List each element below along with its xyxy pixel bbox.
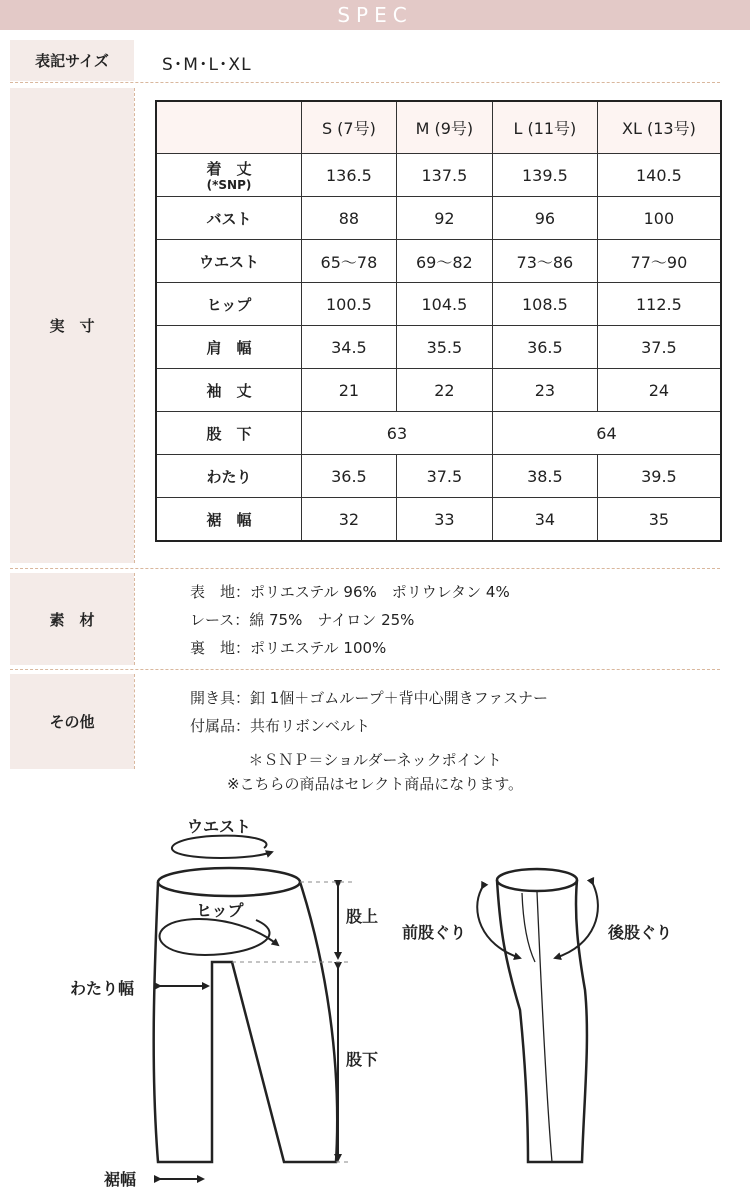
cell: 139.5 — [492, 154, 597, 197]
cell: 65〜78 — [302, 240, 397, 283]
row-label: わたり — [156, 455, 302, 498]
size-label: 表記サイズ — [10, 40, 134, 81]
front-rise-label: 前股ぐり — [402, 923, 467, 942]
other-line: 開き具：釦 1個＋ゴムループ＋背中心開きファスナー — [190, 689, 548, 707]
cell: 112.5 — [597, 283, 721, 326]
row-label: 袖 丈 — [156, 369, 302, 412]
size-value: S･M･L･XL — [162, 55, 252, 75]
hip-arrow — [160, 919, 278, 955]
rise-label: 股上 — [346, 907, 379, 926]
row-label: 肩 幅 — [156, 326, 302, 369]
cell: 64 — [492, 412, 721, 455]
waist-label: ウエスト — [187, 817, 252, 836]
cell: 22 — [396, 369, 492, 412]
pants-outline — [154, 882, 338, 1162]
row-label: 股 下 — [156, 412, 302, 455]
cell: 35.5 — [396, 326, 492, 369]
material-line: 表 地：ポリエステル 96% ポリウレタン 4% — [190, 583, 510, 601]
cell: 77〜90 — [597, 240, 721, 283]
cell: 34.5 — [302, 326, 397, 369]
row-label: バスト — [156, 197, 302, 240]
cell: 36.5 — [302, 455, 397, 498]
cell: 21 — [302, 369, 397, 412]
cell: 100.5 — [302, 283, 397, 326]
cell: 23 — [492, 369, 597, 412]
row-label: ヒップ — [156, 283, 302, 326]
cell: 36.5 — [492, 326, 597, 369]
fly-line — [522, 893, 535, 962]
cell: 137.5 — [396, 154, 492, 197]
measure-label: 実 寸 — [10, 88, 134, 563]
row-label: ウエスト — [156, 240, 302, 283]
row-label-sub: (*SNP) — [206, 178, 252, 192]
cell: 100 — [597, 197, 721, 240]
other-label: その他 — [10, 674, 134, 769]
col-header: L (11号) — [492, 101, 597, 154]
waistband — [158, 868, 300, 896]
cell: 96 — [492, 197, 597, 240]
hem-label: 裾幅 — [104, 1170, 137, 1189]
cell: 136.5 — [302, 154, 397, 197]
material-line: 裏 地：ポリエステル 100% — [190, 639, 387, 657]
cell: 24 — [597, 369, 721, 412]
other-line: 付属品：共布リボンベルト — [190, 717, 371, 735]
col-header: XL (13号) — [597, 101, 721, 154]
material-line: レース：綿 75% ナイロン 25% — [190, 611, 415, 629]
col-header: M (9号) — [396, 101, 492, 154]
cell: 140.5 — [597, 154, 721, 197]
cell: 63 — [302, 412, 493, 455]
center-seam — [537, 892, 552, 1162]
thigh-label: わたり幅 — [70, 979, 135, 998]
cell: 88 — [302, 197, 397, 240]
cell: 33 — [396, 498, 492, 542]
note-select: ※こちらの商品はセレクト商品になります。 — [226, 775, 524, 793]
cell: 37.5 — [396, 455, 492, 498]
cell: 92 — [396, 197, 492, 240]
back-pants-outline — [497, 880, 587, 1162]
row-label: 裾 幅 — [156, 498, 302, 542]
cell: 34 — [492, 498, 597, 542]
material-label: 素 材 — [10, 573, 134, 665]
col-header: S (7号) — [302, 101, 397, 154]
inseam-label: 股下 — [346, 1050, 379, 1069]
cell: 32 — [302, 498, 397, 542]
cell: 69〜82 — [396, 240, 492, 283]
cell: 104.5 — [396, 283, 492, 326]
hip-label: ヒップ — [196, 901, 244, 920]
waist-arrow — [172, 836, 272, 858]
note-snp: ＊ＳＮＰ＝ショルダーネックポイント — [248, 751, 502, 769]
row-label-text: 着 丈 — [206, 160, 252, 178]
cell: 73〜86 — [492, 240, 597, 283]
cell: 35 — [597, 498, 721, 542]
cell: 37.5 — [597, 326, 721, 369]
cell: 108.5 — [492, 283, 597, 326]
cell: 39.5 — [597, 455, 721, 498]
back-waistband — [497, 869, 577, 891]
spec-header: SPEC — [0, 0, 750, 30]
back-rise-label: 後股ぐり — [608, 923, 673, 942]
cell: 38.5 — [492, 455, 597, 498]
